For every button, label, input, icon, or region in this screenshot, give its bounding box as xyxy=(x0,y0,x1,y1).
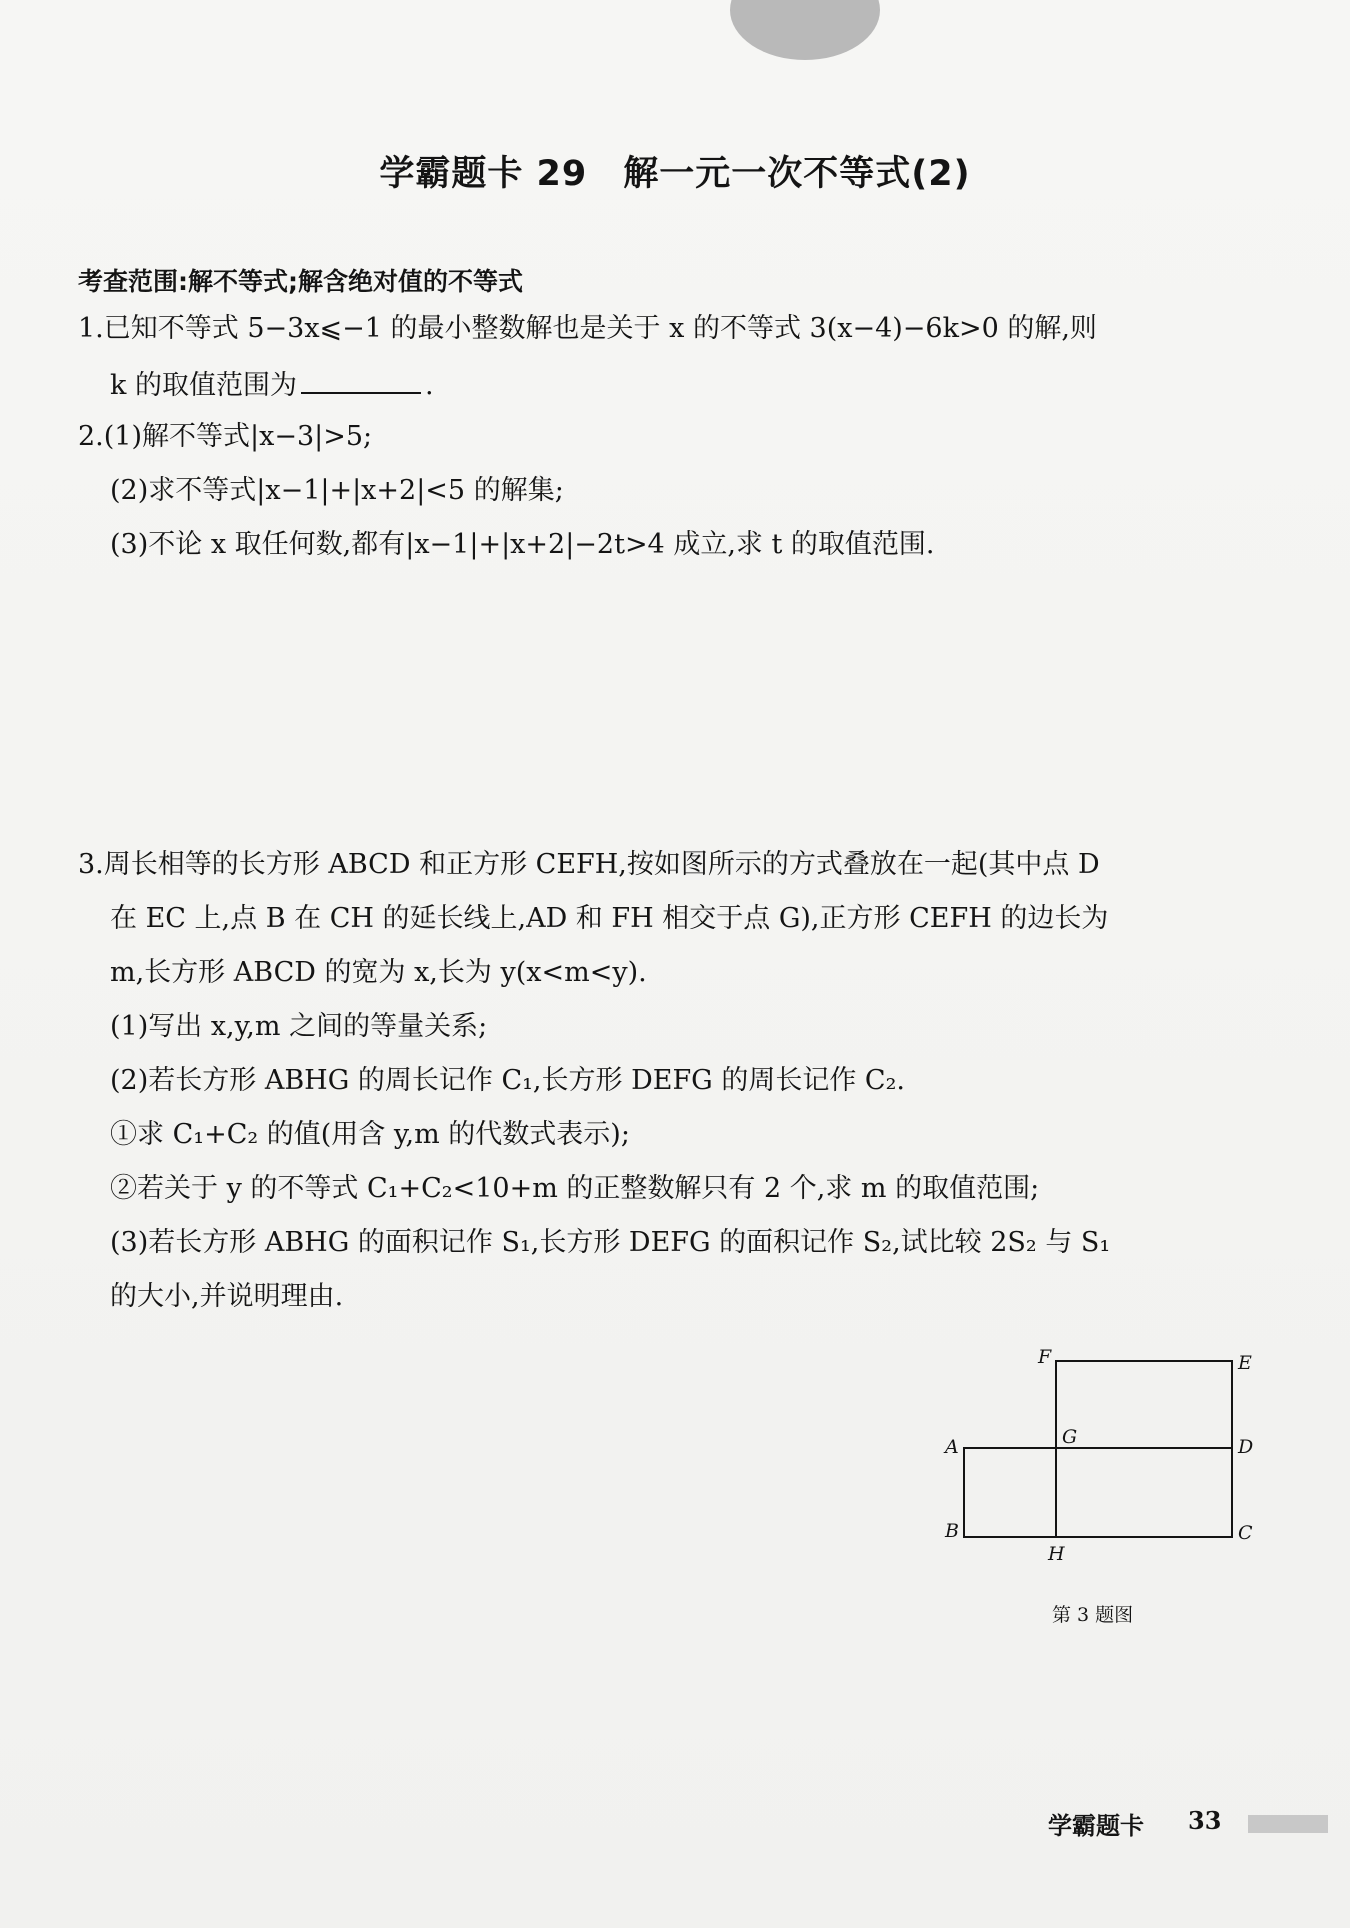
question-1-text: k 的取值范围为 xyxy=(110,370,297,401)
label-c: C xyxy=(1238,1522,1253,1544)
rectangle-square-diagram xyxy=(940,1345,1270,1575)
label-b: B xyxy=(945,1520,959,1542)
question-3-part-3: (3)若长方形 ABHG 的面积记作 S₁,长方形 DEFG 的面积记作 S₂,试比较 2S₂ 与 S₁ xyxy=(110,1227,1111,1258)
question-2-part-1: 2.(1)解不等式|x−3|>5; xyxy=(78,421,373,452)
label-f: F xyxy=(1038,1346,1052,1368)
footer-bar-decoration xyxy=(1248,1815,1328,1833)
answer-blank[interactable] xyxy=(301,366,421,394)
question-3-part-2b: ②若关于 y 的不等式 C₁+C₂<10+m 的正整数解只有 2 个,求 m 的取值范围; xyxy=(110,1173,1040,1204)
question-3-figure xyxy=(940,1345,1270,1575)
question-1-end: . xyxy=(424,370,434,401)
question-3-part-1: (1)写出 x,y,m 之间的等量关系; xyxy=(110,1011,488,1042)
question-3-part-2a: ①求 C₁+C₂ 的值(用含 y,m 的代数式表示); xyxy=(110,1119,630,1150)
figure-caption: 第 3 题图 xyxy=(1052,1604,1134,1626)
exam-scope: 考查范围:解不等式;解含绝对值的不等式 xyxy=(78,267,523,296)
label-h: H xyxy=(1048,1543,1065,1565)
label-e: E xyxy=(1238,1352,1252,1374)
question-2-part-2: (2)求不等式|x−1|+|x+2|<5 的解集; xyxy=(110,475,564,506)
page-tab-decoration xyxy=(730,0,880,60)
question-3-line-2: 在 EC 上,点 B 在 CH 的延长线上,AD 和 FH 相交于点 G),正方形 CEFH 的边长为 xyxy=(110,903,1109,934)
label-g: G xyxy=(1062,1426,1078,1448)
footer-label: 学霸题卡 xyxy=(1048,1812,1144,1840)
question-3-part-2: (2)若长方形 ABHG 的周长记作 C₁,长方形 DEFG 的周长记作 C₂. xyxy=(110,1065,905,1096)
question-3-line-1: 3.周长相等的长方形 ABCD 和正方形 CEFH,按如图所示的方式叠放在一起(其中点 D xyxy=(78,849,1100,880)
label-a: A xyxy=(945,1436,959,1458)
question-2-part-3: (3)不论 x 取任何数,都有|x−1|+|x+2|−2t>4 成立,求 t 的取值范围. xyxy=(110,529,935,560)
question-1-line-1: 1.已知不等式 5−3x⩽−1 的最小整数解也是关于 x 的不等式 3(x−4)−6k>0 的解,则 xyxy=(78,313,1097,344)
question-1-line-2 xyxy=(110,366,434,403)
question-3-line-3: m,长方形 ABCD 的宽为 x,长为 y(x<m<y). xyxy=(110,957,647,988)
page-number: 33 xyxy=(1188,1806,1222,1835)
rectangle-abcd xyxy=(964,1448,1232,1537)
page-title: 学霸题卡 29 解一元一次不等式(2) xyxy=(379,154,971,194)
question-3-part-3-cont: 的大小,并说明理由. xyxy=(110,1281,344,1312)
label-d: D xyxy=(1238,1436,1254,1458)
